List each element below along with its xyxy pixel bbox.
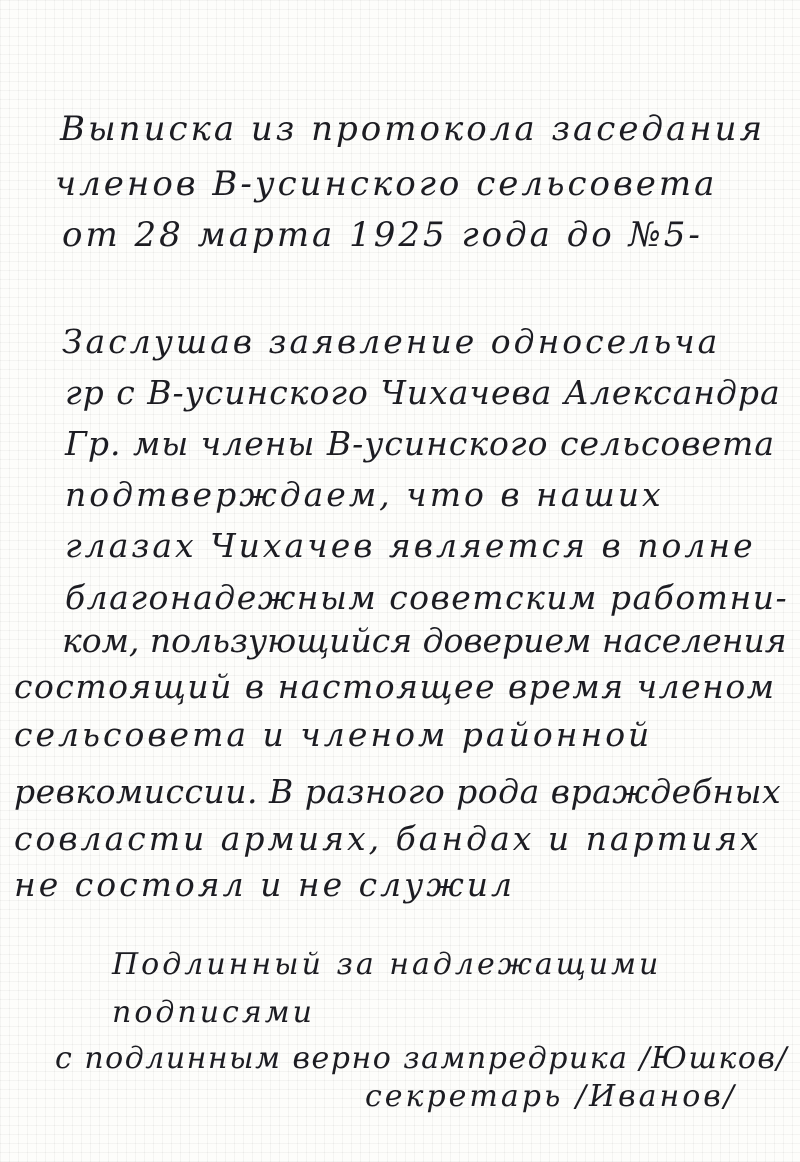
body-line-6: благонадежным советским работни- — [65, 578, 789, 617]
header-line-3: от 28 марта 1925 года до №5- — [62, 215, 703, 255]
body-line-7: ком, пользующийся доверием населения — [62, 621, 787, 660]
body-line-8: состоящий в настоящее время членом — [14, 667, 776, 706]
header-line-1: Выписка из протокола заседания — [60, 109, 766, 149]
body-line-4: подтверждаем, что в наших — [65, 475, 664, 514]
body-line-5: глазах Чихачев является в полне — [65, 526, 756, 565]
body-line-10: ревкомиссии. В разного рода враждебных — [14, 772, 782, 811]
body-line-3: Гр. мы члены В-усинского сельсовета — [65, 424, 776, 463]
footer-line-2: подписями — [112, 995, 315, 1030]
body-line-2: гр с В-усинского Чихачева Александра — [65, 373, 781, 412]
body-line-9: сельсовета и членом районной — [14, 715, 653, 754]
body-line-11: совласти армиях, бандах и партиях — [14, 819, 762, 858]
footer-line-1: Подлинный за надлежащими — [112, 947, 662, 982]
body-line-1: Заслушав заявление односельча — [62, 322, 721, 361]
header-line-2: членов В-усинского сельсовета — [55, 164, 718, 204]
footer-line-3: с подлинным верно зампредрика /Юшков/ — [55, 1041, 788, 1076]
footer-line-4: секретарь /Иванов/ — [365, 1079, 737, 1114]
body-line-12: не состоял и не служил — [14, 865, 516, 904]
